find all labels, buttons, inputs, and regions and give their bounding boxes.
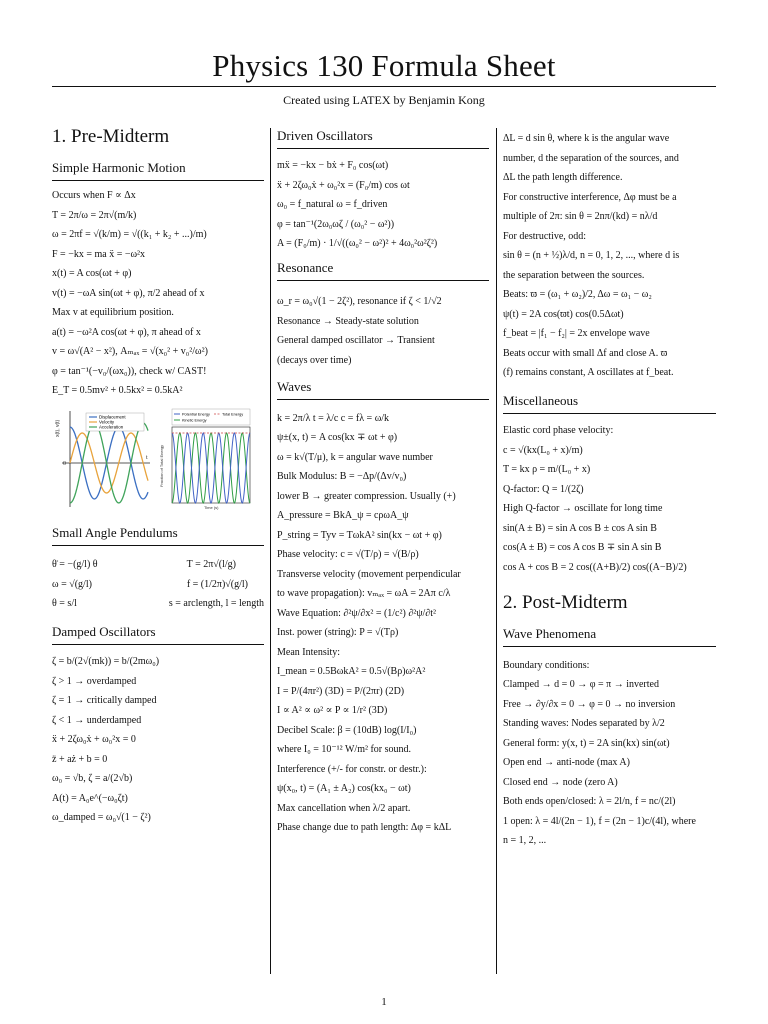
formula-line: Bulk Modulus: B = −Δp/(Δv/v₀) — [277, 471, 407, 482]
formula-line: Decibel Scale: β = (10dB) log(I/I₀) — [277, 724, 417, 736]
formula-line: General form: y(x, t) = 2A sin(kx) sin(ωt) — [503, 737, 670, 749]
subsection-heading-waves: Waves — [277, 379, 489, 400]
formula-line: mẍ = −kx − bẋ + F₀ cos(ωt) — [277, 160, 389, 171]
formula-line: ω_r = ω₀√(1 − 2ζ²), resonance if ζ < 1/√2 — [277, 296, 442, 307]
damped-formulas — [52, 655, 264, 824]
formula-line: I_mean = 0.5BωkA² = 0.5√(Bρ)ω²A² — [277, 666, 426, 677]
column-3 — [503, 132, 716, 854]
formula-row — [52, 578, 264, 591]
formula-line: Interference (+/- for constr. or destr.): — [277, 763, 427, 775]
formula-line: Mean Intensity: — [277, 646, 341, 658]
formula-line: where I₀ = 10⁻¹² W/m² for sound. — [277, 744, 412, 755]
interference-text — [503, 132, 716, 379]
formula-line: Occurs when F ∝ Δx — [52, 190, 136, 201]
formula-line: Free → ∂y/∂x = 0 → φ = 0 → no inversion — [503, 698, 676, 710]
section-heading-post-midterm: 2. Post-Midterm — [503, 591, 628, 613]
subsection-heading-pendulums: Small Angle Pendulums — [52, 525, 264, 546]
formula-line: to wave propagation): vₘₐₓ = ωA = 2Aπ c/λ — [277, 588, 451, 599]
formula: T = 2π√(l/g) — [186, 559, 236, 570]
formula-line: v(t) = −ωA sin(ωt + φ), π/2 ahead of x — [52, 287, 205, 299]
formula-line: lower B → greater compression. Usually (+) — [277, 490, 456, 502]
formula-line: Phase change due to path length: Δφ = kΔL — [277, 822, 452, 833]
formula-line: General damped oscillator → Transient — [277, 335, 435, 346]
legend-label: Total Energy — [222, 412, 244, 417]
subsection-heading-wave-phenomena: Wave Phenomena — [503, 626, 716, 647]
svg-text:Fraction of Total Energy: Fraction of Total Energy — [159, 444, 164, 487]
formula-line: A_pressure = BkA_ψ = cρωA_ψ — [277, 510, 409, 521]
formula-line: Both ends open/closed: λ = 2l/n, f = nc/(2l) — [503, 796, 676, 807]
formula-line: Wave Equation: ∂²ψ/∂x² = (1/c²) ∂²ψ/∂t² — [277, 607, 437, 619]
formula-line: z̈ + aż + b = 0 — [52, 753, 108, 765]
formula-line: High Q-factor → oscillate for long time — [503, 503, 663, 514]
formula-line: T = kx ρ = m/(L₀ + x) — [503, 464, 591, 475]
shm-motion-plot — [56, 407, 152, 511]
text-line: For constructive interference, Δφ must be a — [503, 191, 677, 203]
text-line: sin θ = (n + ½)λ/d, n = 0, 1, 2, ..., where d is — [503, 250, 680, 261]
subsection-heading-driven: Driven Oscillators — [277, 128, 489, 149]
formula: s = arclength, l = length — [168, 598, 264, 609]
formula-line: φ = tan⁻¹(2ω₀ωζ / (ω₀² − ω²)) — [277, 218, 395, 230]
formula-line: ζ < 1 → underdamped — [52, 714, 142, 726]
formula-line: n = 1, 2, ... — [503, 835, 547, 846]
formula-line: x(t) = A cos(ωt + φ) — [52, 268, 132, 279]
formula-line: Closed end → node (zero A) — [503, 776, 618, 788]
formula-line: v = ω√(A² − x²), Aₘₐₓ = √(x₀² + v₀²/ω²) — [52, 346, 208, 357]
formula-line: Open end → anti-node (max A) — [503, 757, 630, 768]
text-line: (f) remains constant, A oscillates at f_beat. — [503, 367, 674, 378]
formula-line: cos(A ± B) = cos A cos B ∓ sin A sin B — [503, 542, 662, 553]
formula-line: ψ±(x, t) = A cos(kx ∓ ωt + φ) — [277, 432, 398, 443]
formula: ω = √(g/l) — [52, 578, 92, 590]
formula-line: Elastic cord phase velocity: — [503, 425, 614, 436]
formula-line: A(t) = A₀e^(−ω₀ζt) — [52, 792, 128, 804]
text-line: ΔL the path length difference. — [503, 172, 623, 183]
formula-line: Q-factor: Q = 1/(2ζ) — [503, 483, 584, 495]
legend-label: Acceleration — [99, 424, 124, 430]
formula-line: ψ(x₀, t) = (A₁ ± A₂) cos(kx₀ − ωt) — [277, 783, 411, 794]
column-2 — [277, 128, 489, 841]
wave-phenomena-formulas — [503, 659, 716, 848]
section-heading-pre-midterm: 1. Pre-Midterm — [52, 126, 170, 147]
document-subtitle: Created using LATEX by Benjamin Kong — [283, 93, 485, 107]
formula-line: Inst. power (string): P = √(Tρ) — [277, 627, 399, 638]
document-title: Physics 130 Formula Sheet — [212, 48, 556, 83]
subsection-heading-shm: Simple Harmonic Motion — [52, 160, 264, 181]
formula-line: ω₀ = √b, ζ = a/(2√b) — [52, 773, 133, 784]
formula-line: Standing waves: Nodes separated by λ/2 — [503, 718, 665, 729]
subsection-heading-misc: Miscellaneous — [503, 393, 716, 414]
formula: f = (1/2π)√(g/l) — [186, 578, 248, 590]
formula: θ = s/l — [52, 598, 77, 609]
subsection-heading-damped: Damped Oscillators — [52, 624, 264, 645]
svg-text:t: t — [146, 455, 148, 461]
pendulum-formulas — [52, 558, 264, 610]
formula-line: T = 2π/ω = 2π√(m/k) — [52, 209, 137, 221]
formula-line: ω₀ = f_natural ω = f_driven — [277, 199, 388, 210]
text-line: For destructive, odd: — [503, 230, 587, 242]
formula: θ̈ = −(g/l) θ — [52, 559, 98, 570]
text-line: f_beat = |f₁ − f₂| = 2x envelope wave — [503, 328, 650, 339]
formula-line: ζ = 1 → critically damped — [52, 695, 157, 706]
formula-line: Transverse velocity (movement perpendicular — [277, 568, 461, 580]
column-divider-1 — [270, 128, 271, 974]
text-line: number, d the separation of the sources, and — [503, 152, 679, 164]
formula-line: c = √(kx(L₀ + x)/m) — [503, 444, 583, 456]
formula-line: k = 2π/λ t = λ/c c = fλ = ω/k — [277, 412, 390, 424]
text-line: ΔL = d sin θ, where k is the angular wave — [503, 133, 670, 144]
formula-line: I = P/(4πr²) (3D) = P/(2πr) (2D) — [277, 685, 405, 697]
text-line: multiple of 2π: sin θ = 2nπ/(kd) = nλ/d — [503, 211, 658, 222]
legend-label: Velocity — [99, 419, 115, 425]
formula-row — [52, 597, 264, 610]
formula-line: cos A + cos B = 2 cos((A+B)/2) cos((A−B)/2) — [503, 561, 687, 573]
formula-line: φ = tan⁻¹(−v₀/(ωx₀)), check w/ CAST! — [52, 365, 207, 377]
title-rule — [52, 86, 716, 87]
formula-line: P_string = Tyv = TωkA² sin(kx − ωt + φ) — [277, 529, 442, 541]
subsection-heading-resonance: Resonance — [277, 260, 489, 281]
svg-text:Time (s): Time (s) — [204, 505, 219, 510]
column-divider-2 — [496, 128, 497, 974]
formula-line: E_T = 0.5mv² + 0.5kx² = 0.5kA² — [52, 385, 183, 396]
svg-text:0: 0 — [63, 461, 66, 467]
formula-line: Resonance → Steady-state solution — [277, 315, 419, 327]
formula-line: A = (F₀/m) · 1/√((ω₀² − ω²)² + 4ω₀²ω²ζ²) — [277, 238, 438, 249]
formula-line: ζ = b/(2√(mk)) = b/(2mω₀) — [52, 656, 160, 667]
formula-line: Max v at equilibrium position. — [52, 307, 174, 318]
waves-formulas — [277, 412, 489, 835]
text-line: Beats occur with small Δf and close A. ϖ — [503, 347, 668, 359]
text-line: ψ(t) = 2A cos(ϖt) cos(0.5Δωt) — [503, 308, 624, 320]
resonance-formulas — [277, 295, 489, 367]
formula-line: ζ > 1 → overdamped — [52, 675, 137, 687]
svg-text:x(t), v(t): x(t), v(t) — [55, 419, 61, 437]
formula-line: I ∝ A² ∝ ω² ∝ P ∝ 1/r² (3D) — [277, 705, 388, 716]
shm-energy-plot — [158, 407, 254, 511]
formula-line: F = −kx = ma ẍ = −ω²x — [52, 248, 146, 260]
legend-label: Kinetic Energy — [182, 418, 207, 423]
formula-line: ω = k√(T/μ), k = angular wave number — [277, 451, 433, 463]
formula-line: ẍ + 2ζω₀ẋ + ω₀²x = 0 — [52, 734, 136, 745]
formula-line: Max cancellation when λ/2 apart. — [277, 802, 411, 814]
formula-line: ω_damped = ω₀√(1 − ζ²) — [52, 812, 151, 823]
formula-line: (decays over time) — [277, 354, 352, 366]
shm-formulas — [52, 189, 264, 397]
formula-line: Phase velocity: c = √(T/ρ) = √(B/ρ) — [277, 549, 419, 560]
legend-label: Potential Energy — [182, 412, 210, 417]
column-1 — [52, 120, 264, 831]
formula-line: 1 open: λ = 4l/(2n − 1), f = (2n − 1)c/(4l), where — [503, 815, 696, 827]
formula-line: Boundary conditions: — [503, 659, 590, 671]
formula-line: ẍ + 2ζω₀ẋ + ω₀²x = (F₀/m) cos ωt — [277, 179, 410, 191]
shm-figures — [56, 407, 264, 511]
text-line: the separation between the sources. — [503, 269, 645, 281]
formula-line: a(t) = −ω²A cos(ωt + φ), π ahead of x — [52, 326, 201, 338]
text-line: Beats: ϖ = (ω₁ + ω₂)/2, Δω = ω₁ − ω₂ — [503, 289, 652, 300]
formula-line: sin(A ± B) = sin A cos B ± cos A sin B — [503, 522, 657, 534]
formula-line: Clamped → d = 0 → φ = π → inverted — [503, 679, 659, 690]
formula-row — [52, 558, 264, 571]
driven-formulas — [277, 159, 489, 250]
page-number: 1 — [381, 996, 387, 1008]
misc-formulas — [503, 424, 716, 574]
legend-label: Displacement — [99, 414, 126, 420]
formula-line: ω = 2πf = √(k/m) = √((k₁ + k₂ + ...)/m) — [52, 229, 207, 240]
